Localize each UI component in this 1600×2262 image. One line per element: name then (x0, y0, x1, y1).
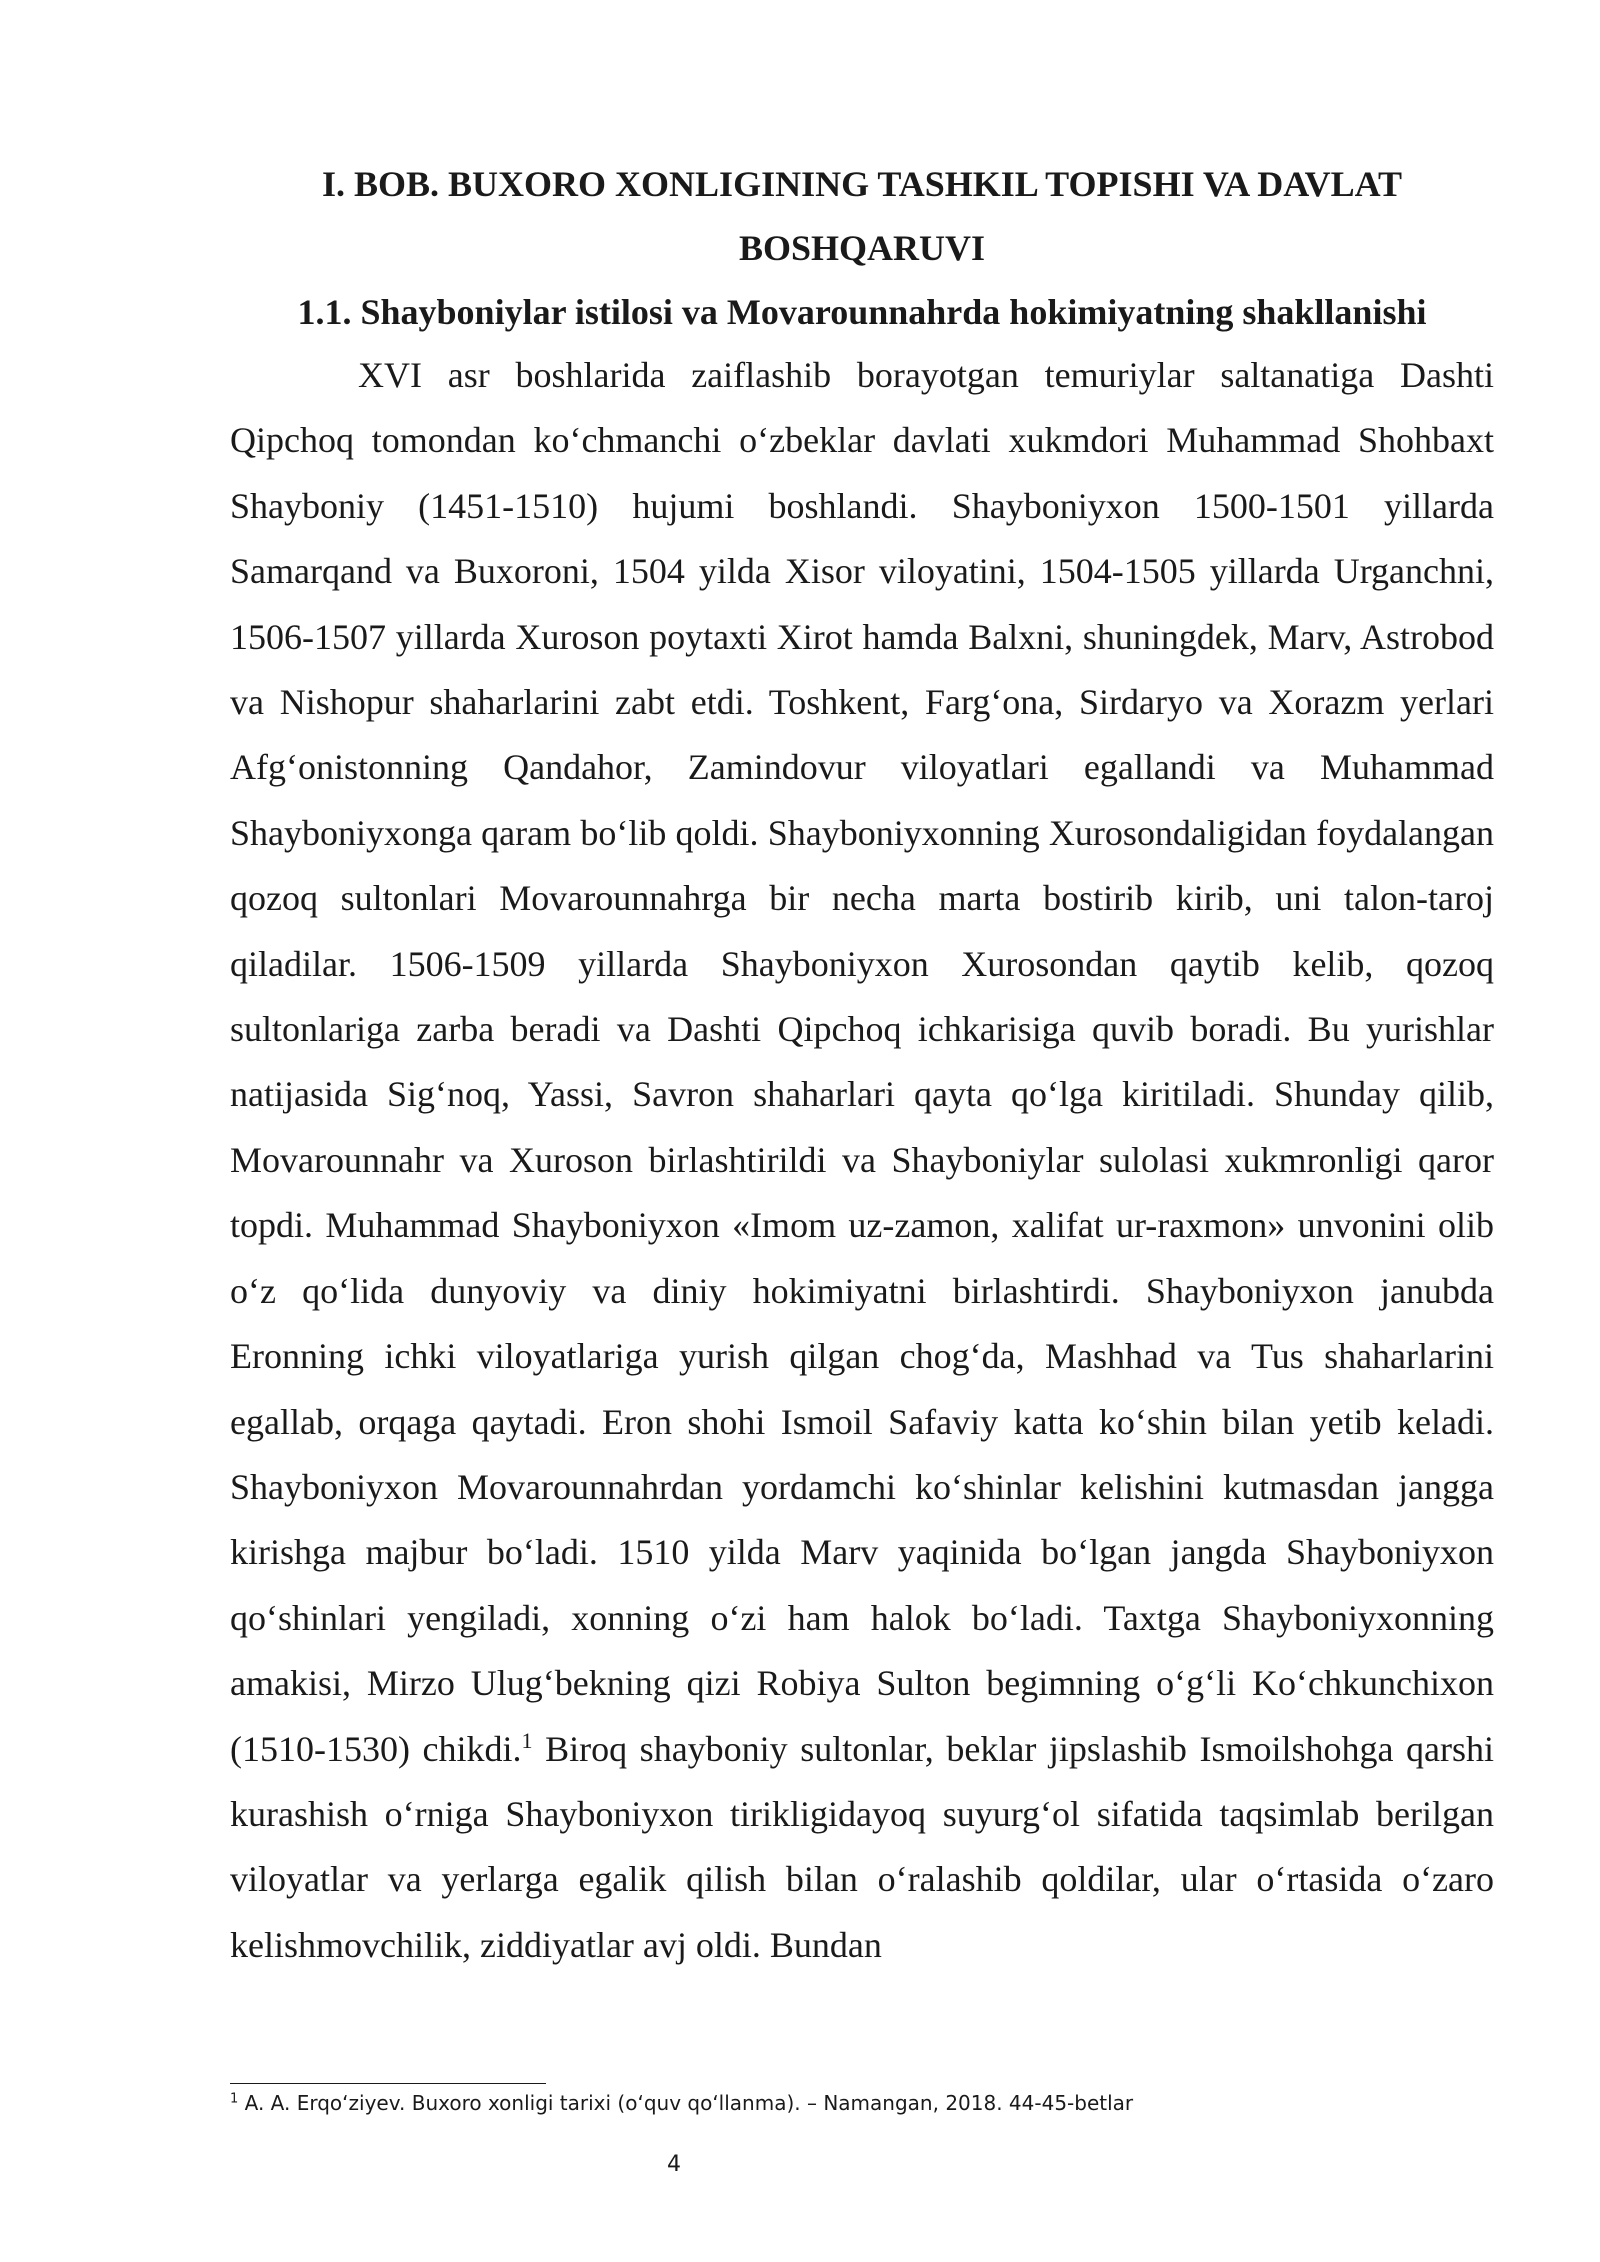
section-title: 1.1. Shayboniylar istilosi va Movarounnahrda hokimiyatning shakllanishi (297, 292, 1427, 332)
chapter-title: I. BOB. BUXORO XONLIGINING TASHKIL TOPISHI VA DAVLAT BOSHQARUVI (322, 164, 1402, 268)
paragraph-text-part-1: XVI asr boshlarida zaiflashib borayotgan temuriylar saltanatiga Dashti Qipchoq tomondan ko‘chmanchi o‘zbeklar davlati xukmdori Muhammad Shohbaxt Shayboniy (1451-1510) hujumi boshlandi. Shayboniyxon 1500-1501 yillarda Samarqand va Buxoroni, 1504 yilda Xisor viloyatini, 1504-1505 yillarda Urganchni, 1506-1507 yillarda Xuroson poytaxti Xirot hamda Balxni, shuningdek, Marv, Astrobod va Nishopur shaharlarini zabt etdi. Toshkent, Farg‘ona, Sirdaryo va Xorazm yerlari Afg‘onistonning Qandahor, Zamindovur viloyatlari egallandi va Muhammad Shayboniyxonga qaram bo‘lib qoldi. Shayboniyxonning Xurosondaligidan foydalangan qozoq sultonlari Movarounnahrga bir necha marta bostirib kirib, uni talon-taroj qiladilar. 1506-1509 yillarda Shayboniyxon Xurosondan qaytib kelib, qozoq sultonlariga zarba beradi va Dashti Qipchoq ichkarisiga quvib boradi. Bu yurishlar natijasida Sig‘noq, Yassi, Savron shaharlari qayta qo‘lga kiritiladi. Shunday qilib, Movarounnahr va Xuroson birlashtirildi va Shayboniylar sulolasi xukmronligi qaror topdi. Muhammad Shayboniyxon «Imom uz-zamon, xalifat ur-raxmon» unvonini olib o‘z qo‘lida dunyoviy va diniy hokimiyatni birlashtirdi. Shayboniyxon janubda Eronning ichki viloyatlariga yurish qilgan chog‘da, Mashhad va Tus shaharlarini egallab, orqaga qaytadi. Eron shohi Ismoil Safaviy katta ko‘shin bilan yetib keladi. Shayboniyxon Movarounnahrdan yordamchi ko‘shinlar kelishini kutmasdan jangga kirishga majbur bo‘ladi. 1510 yilda Marv yaqinida bo‘lgan jangda Shayboniyxon qo‘shinlari yengiladi, xonning o‘zi ham halok bo‘ladi. Taxtga Shayboniyxonning amakisi, Mirzo Ulug‘bekning qizi Robiya Sulton begimning o‘g‘li Ko‘chkunchixon (1510-1530) chikdi. (230, 355, 1494, 1769)
footnote (230, 2088, 1494, 2118)
body-paragraph (230, 343, 1494, 1978)
footnote-marker: 1 (230, 2091, 239, 2107)
footnote-text: A. A. Erqo‘ziyev. Buxoro xonligi tarixi (o‘quv qo‘llanma). – Namangan, 2018. 44-45-betlar (238, 2091, 1134, 2115)
paragraph-text-part-2: Biroq shayboniy sultonlar, beklar jipslashib Ismoilshohga qarshi kurashish o‘rniga Shayboniyxon tirikligidayoq suyurg‘ol sifatida taqsimlab berilgan viloyatlar va yerlarga egalik qilish bilan o‘ralashib qoldilar, ular o‘rtasida o‘zaro kelishmovchilik, ziddiyatlar avj oldi. Bundan (230, 1728, 1494, 1965)
page-number: 4 (667, 2152, 681, 2177)
footnote-separator (230, 2083, 546, 2084)
footnote-reference[interactable]: 1 (521, 1727, 533, 1753)
